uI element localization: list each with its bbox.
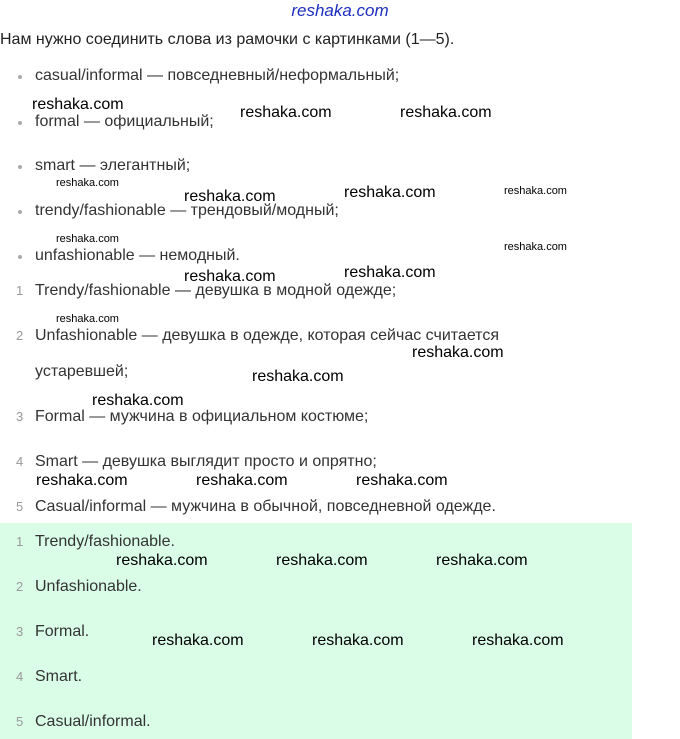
- answer-item: 1 Trendy/fashionable.: [16, 533, 175, 550]
- task-intro: Нам нужно соединить слова из рамочки с картинками (1—5).: [0, 31, 455, 48]
- site-logo[interactable]: reshaka.com: [291, 1, 389, 20]
- answer-item: 5 Casual/informal.: [16, 713, 151, 730]
- watermark: reshaka.com: [276, 552, 368, 569]
- answer-item: 3 Formal.: [16, 623, 90, 640]
- vocabulary-item: unfashionable — немодный.: [18, 247, 240, 265]
- description-item: 5 Casual/informal — мужчина в обычной, повседневной одежде.: [16, 498, 496, 515]
- bullet-icon: [18, 75, 22, 79]
- watermark: reshaka.com: [312, 632, 404, 649]
- bullet-icon: [18, 255, 22, 259]
- watermark: reshaka.com: [412, 344, 504, 361]
- watermark: reshaka.com: [504, 185, 567, 197]
- watermark: reshaka.com: [344, 264, 436, 281]
- watermark: reshaka.com: [116, 552, 208, 569]
- watermark: reshaka.com: [56, 233, 119, 245]
- answer-item: 4 Smart.: [16, 668, 83, 685]
- watermark: reshaka.com: [436, 552, 528, 569]
- watermark: reshaka.com: [56, 313, 119, 325]
- description-item: 1 Trendy/fashionable — девушка в модной одежде;: [16, 282, 397, 299]
- vocabulary-item: trendy/fashionable — трендовый/модный;: [18, 202, 339, 220]
- watermark: reshaka.com: [184, 268, 276, 285]
- bullet-icon: [18, 165, 22, 169]
- description-item: 3 Formal — мужчина в официальном костюме;: [16, 408, 369, 425]
- watermark: reshaka.com: [504, 241, 567, 253]
- description-item: 2 Unfashionable — девушка в одежде, которая сейчас считается: [16, 327, 499, 344]
- watermark: reshaka.com: [472, 632, 564, 649]
- bullet-icon: [18, 121, 22, 125]
- description-item: 4 Smart — девушка выглядит просто и опрятно;: [16, 453, 377, 470]
- watermark: reshaka.com: [32, 96, 124, 113]
- watermark: reshaka.com: [184, 188, 276, 205]
- watermark: reshaka.com: [56, 177, 119, 189]
- watermark: reshaka.com: [240, 104, 332, 121]
- watermark: reshaka.com: [356, 472, 448, 489]
- watermark: reshaka.com: [400, 104, 492, 121]
- description-item-continued: устаревшей;: [35, 363, 129, 380]
- answer-item: 2 Unfashionable.: [16, 578, 142, 595]
- watermark: reshaka.com: [92, 392, 184, 409]
- vocabulary-item: smart — элегантный;: [18, 157, 190, 175]
- bullet-icon: [18, 210, 22, 214]
- vocabulary-item: formal — официальный;: [18, 113, 214, 131]
- watermark: reshaka.com: [252, 368, 344, 385]
- watermark: reshaka.com: [36, 472, 128, 489]
- vocabulary-item: casual/informal — повседневный/неформальный;: [18, 67, 399, 85]
- watermark: reshaka.com: [152, 632, 244, 649]
- watermark: reshaka.com: [344, 184, 436, 201]
- watermark: reshaka.com: [196, 472, 288, 489]
